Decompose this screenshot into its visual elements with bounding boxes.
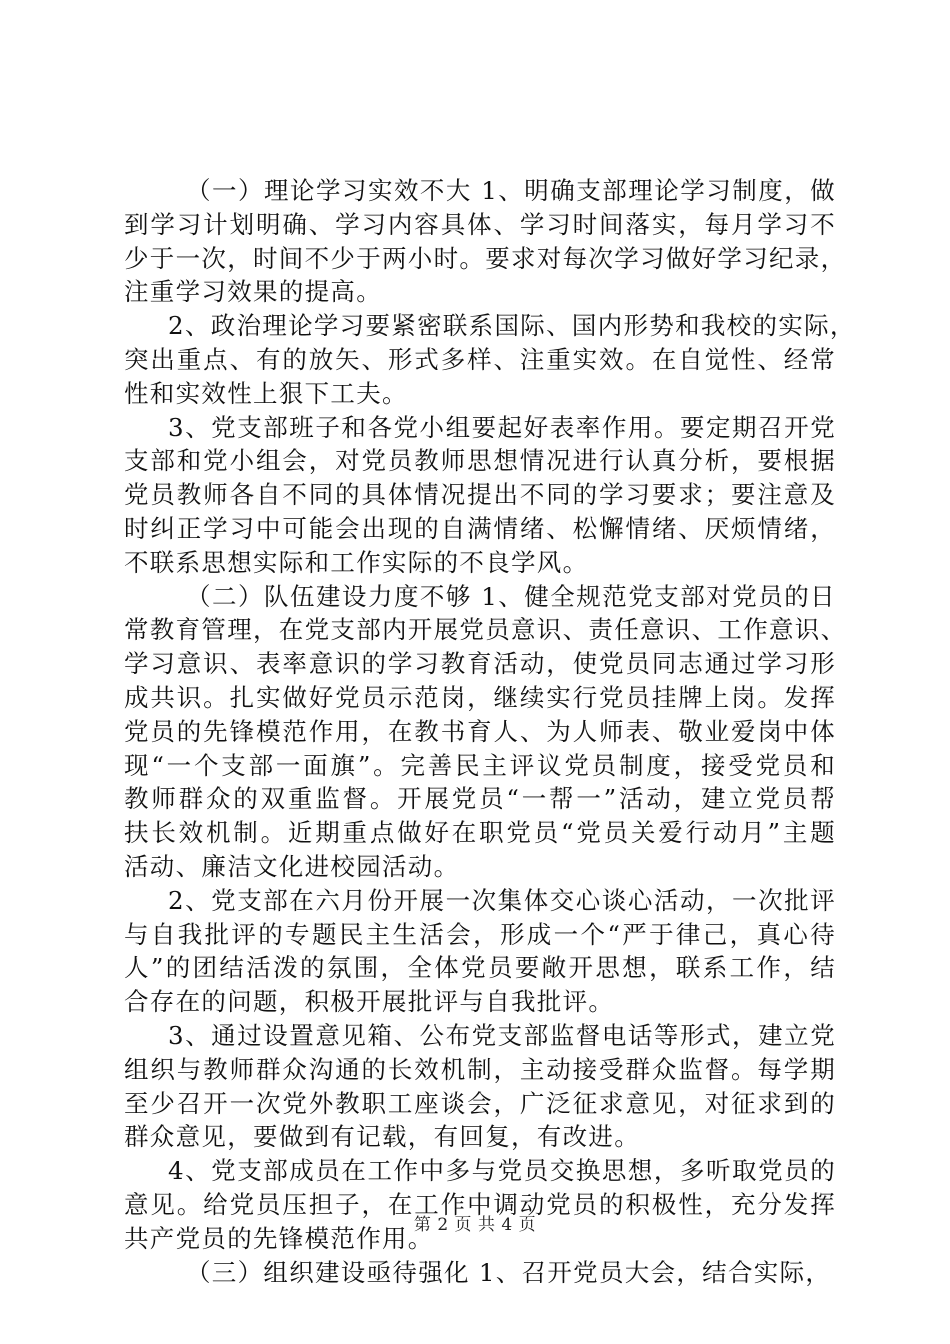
paragraph	[124, 884, 836, 1019]
document-body	[124, 174, 856, 1289]
paragraph	[124, 1256, 836, 1290]
text-line: 党员教师各自不同的具体情况提出不同的学习要求；要注意及	[124, 480, 836, 510]
paragraph	[124, 1154, 836, 1255]
paragraph	[124, 580, 847, 884]
text-line: 组织与教师群众沟通的长效机制，主动接受群众监督。每学期	[124, 1054, 836, 1084]
text-line: 注重学习效果的提高。	[124, 277, 382, 307]
text-line: 至少召开一次党外教职工座谈会，广泛征求意见，对征求到的	[124, 1088, 836, 1118]
paragraph	[124, 309, 856, 410]
text-line: 意见。给党员压担子，在工作中调动党员的积极性，充分发挥	[124, 1189, 836, 1219]
text-line: 群众意见，要做到有记载，有回复，有改进。	[124, 1122, 640, 1152]
paragraph	[124, 174, 847, 309]
text-line: （三）组织建设亟待强化 1、召开党员大会，结合实际，	[186, 1257, 832, 1287]
text-line: 与自我批评的专题民主生活会，形成一个“严于律己，真心待	[124, 919, 836, 949]
text-line: 2、党支部在六月份开展一次集体交心谈心活动，一次批评	[168, 885, 836, 915]
text-line: 共产党员的先锋模范作用。	[124, 1223, 434, 1253]
text-line: 2、政治理论学习要紧密联系国际、国内形势和我校的实际，	[168, 311, 856, 341]
paragraph	[124, 411, 836, 580]
text-line: 现“一个支部一面旗”。完善民主评议党员制度，接受党员和	[124, 750, 836, 780]
text-line: 党员的先锋模范作用，在教书育人、为人师表、敬业爱岗中体	[124, 716, 836, 746]
text-line: 到学习计划明确、学习内容具体、学习时间落实，每月学习不	[124, 209, 836, 239]
text-line: 3、通过设置意见箱、公布党支部监督电话等形式，建立党	[168, 1020, 836, 1050]
text-line: 时纠正学习中可能会出现的自满情绪、松懈情绪、厌烦情绪，	[124, 513, 836, 543]
text-line: 教师群众的双重监督。开展党员“一帮一”活动，建立党员帮	[124, 784, 836, 814]
page-number-footer: 第 2 页 共 4 页	[413, 1215, 537, 1235]
text-line: （二）队伍建设力度不够 1、健全规范党支部对党员的日	[186, 581, 836, 611]
text-line: 4、党支部成员在工作中多与党员交换思想，多听取党员的	[168, 1156, 836, 1186]
text-line: 不联系思想实际和工作实际的不良学风。	[124, 547, 589, 577]
text-line: 成共识。扎实做好党员示范岗，继续实行党员挂牌上岗。发挥	[124, 682, 836, 712]
text-line: 人”的团结活泼的氛围，全体党员要敞开思想，联系工作，结	[124, 953, 836, 983]
text-line: 常教育管理，在党支部内开展党员意识、责任意识、工作意识、	[124, 615, 847, 645]
text-line: 支部和党小组会，对党员教师思想情况进行认真分析，要根据	[124, 446, 836, 476]
text-line: 突出重点、有的放矢、形式多样、注重实效。在自觉性、经常	[124, 344, 836, 374]
text-line: 性和实效性上狠下工夫。	[124, 378, 408, 408]
text-line: 3、党支部班子和各党小组要起好表率作用。要定期召开党	[168, 412, 836, 442]
text-line: 少于一次，时间不少于两小时。要求对每次学习做好学习纪录，	[124, 243, 847, 273]
paragraph	[124, 1019, 836, 1154]
text-line: 学习意识、表率意识的学习教育活动，使党员同志通过学习形	[124, 649, 836, 679]
text-line: 活动、廉洁文化进校园活动。	[124, 851, 460, 881]
text-line: 合存在的问题，积极开展批评与自我批评。	[124, 987, 615, 1017]
text-line: 扶长效机制。近期重点做好在职党员“党员关爱行动月”主题	[124, 818, 836, 848]
text-line: （一）理论学习实效不大 1、明确支部理论学习制度，做	[186, 176, 836, 205]
